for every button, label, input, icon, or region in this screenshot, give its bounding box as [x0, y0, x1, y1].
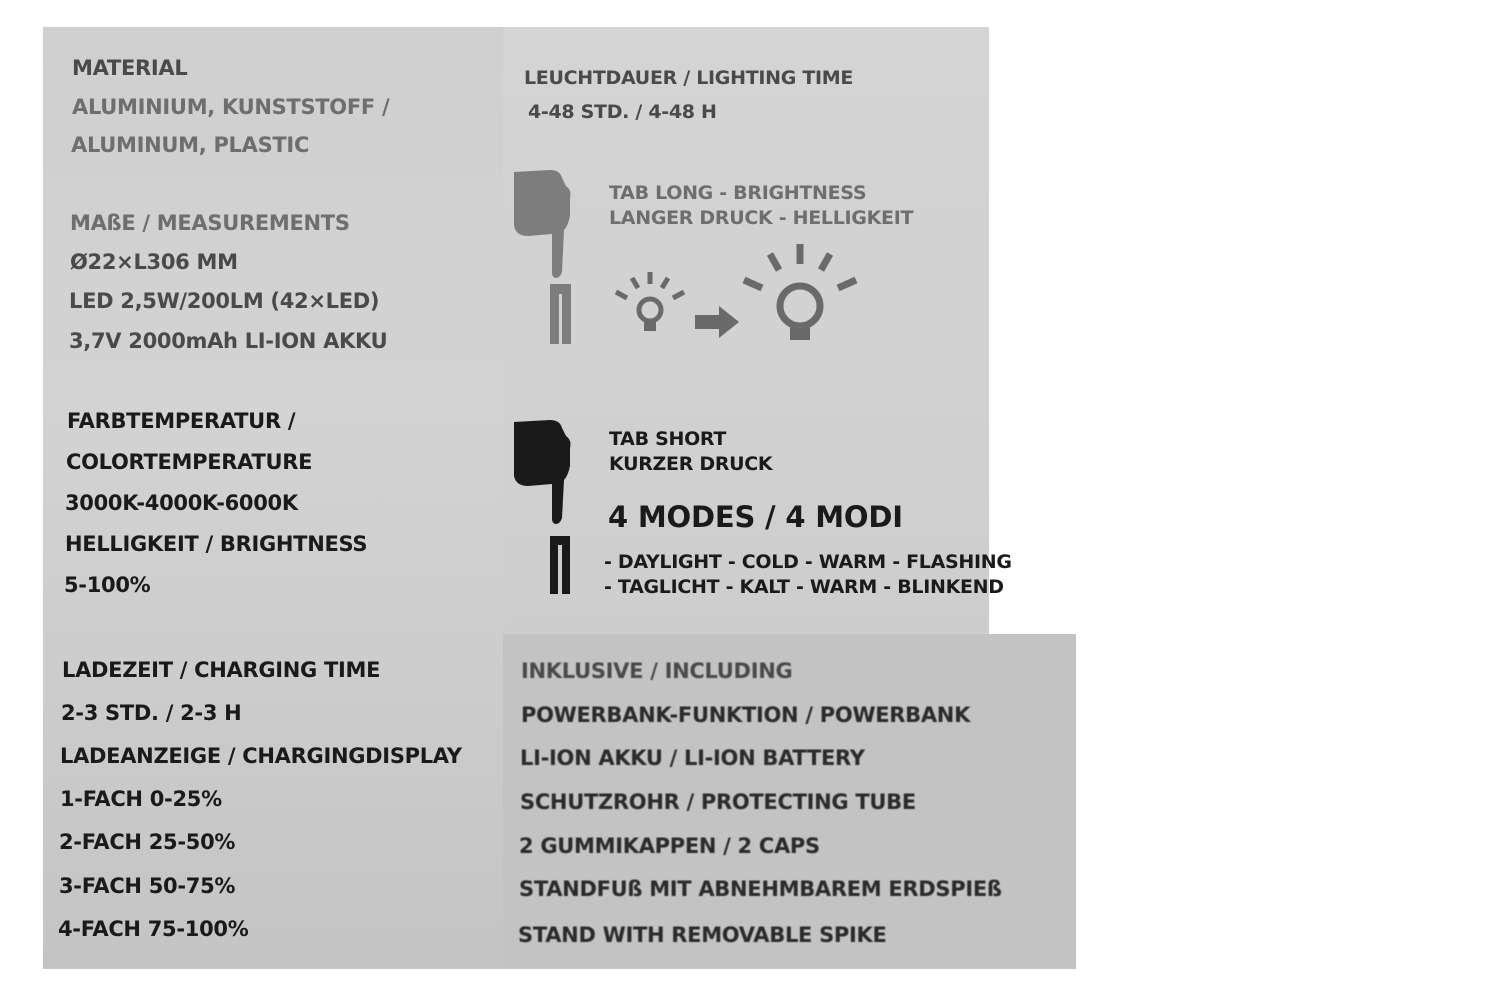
colortemp-heading-2: COLORTEMPERATURE — [66, 450, 313, 474]
tab-short-line-1: TAB SHORT — [609, 428, 727, 450]
tab-short-line-2: KURZER DRUCK — [609, 453, 773, 475]
charging-heading: LADEZEIT / CHARGING TIME — [62, 658, 381, 682]
lighting-time-heading: LEUCHTDAUER / LIGHTING TIME — [524, 67, 854, 89]
charging-level: 1-FACH 0-25% — [60, 787, 222, 811]
brightness-heading: HELLIGKEIT / BRIGHTNESS — [65, 532, 368, 556]
charging-level: 4-FACH 75-100% — [58, 917, 249, 941]
colortemp-heading-1: FARBTEMPERATUR / — [67, 409, 296, 433]
included-item: STANDFUß MIT ABNEHMBAREM ERDSPIEß — [519, 877, 1002, 901]
included-item: LI-ION AKKU / LI-ION BATTERY — [520, 746, 865, 770]
material-line-1: ALUMINIUM, KUNSTSTOFF / — [72, 95, 390, 119]
brightness-value: 5-100% — [64, 573, 151, 597]
material-heading: MATERIAL — [72, 56, 188, 80]
measurements-heading: MAßE / MEASUREMENTS — [70, 211, 350, 235]
charging-display-heading: LADEANZEIGE / CHARGINGDISPLAY — [60, 744, 462, 768]
included-item: STAND WITH REMOVABLE SPIKE — [518, 923, 887, 947]
included-heading: INKLUSIVE / INCLUDING — [521, 659, 793, 683]
measurements-size: Ø22×L306 MM — [70, 250, 238, 274]
included-item: SCHUTZROHR / PROTECTING TUBE — [520, 790, 916, 814]
tab-long-line-2: LANGER DRUCK - HELLIGKEIT — [609, 207, 914, 229]
charging-level: 3-FACH 50-75% — [59, 874, 236, 898]
arrow-right-icon — [695, 304, 741, 340]
small-bulb-icon — [610, 270, 690, 345]
pressing-hand-icon — [510, 418, 580, 598]
large-bulb-icon — [742, 242, 862, 354]
included-item: 2 GUMMIKAPPEN / 2 CAPS — [519, 834, 820, 858]
modes-heading: 4 MODES / 4 MODI — [608, 500, 903, 534]
colortemp-values: 3000K-4000K-6000K — [65, 491, 298, 515]
measurements-battery: 3,7V 2000mAh LI-ION AKKU — [69, 329, 388, 353]
measurements-led: LED 2,5W/200LM (42×LED) — [69, 289, 380, 313]
pressing-hand-icon — [510, 168, 580, 348]
lighting-time-value: 4-48 STD. / 4-48 H — [528, 101, 717, 123]
tab-long-line-1: TAB LONG - BRIGHTNESS — [609, 182, 867, 204]
material-line-2: ALUMINUM, PLASTIC — [71, 133, 310, 157]
included-item: POWERBANK-FUNKTION / POWERBANK — [521, 703, 971, 727]
charging-time: 2-3 STD. / 2-3 H — [61, 701, 242, 725]
modes-english: - DAYLIGHT - COLD - WARM - FLASHING — [604, 551, 1012, 573]
modes-german: - TAGLICHT - KALT - WARM - BLINKEND — [604, 576, 1004, 598]
charging-level: 2-FACH 25-50% — [59, 830, 236, 854]
